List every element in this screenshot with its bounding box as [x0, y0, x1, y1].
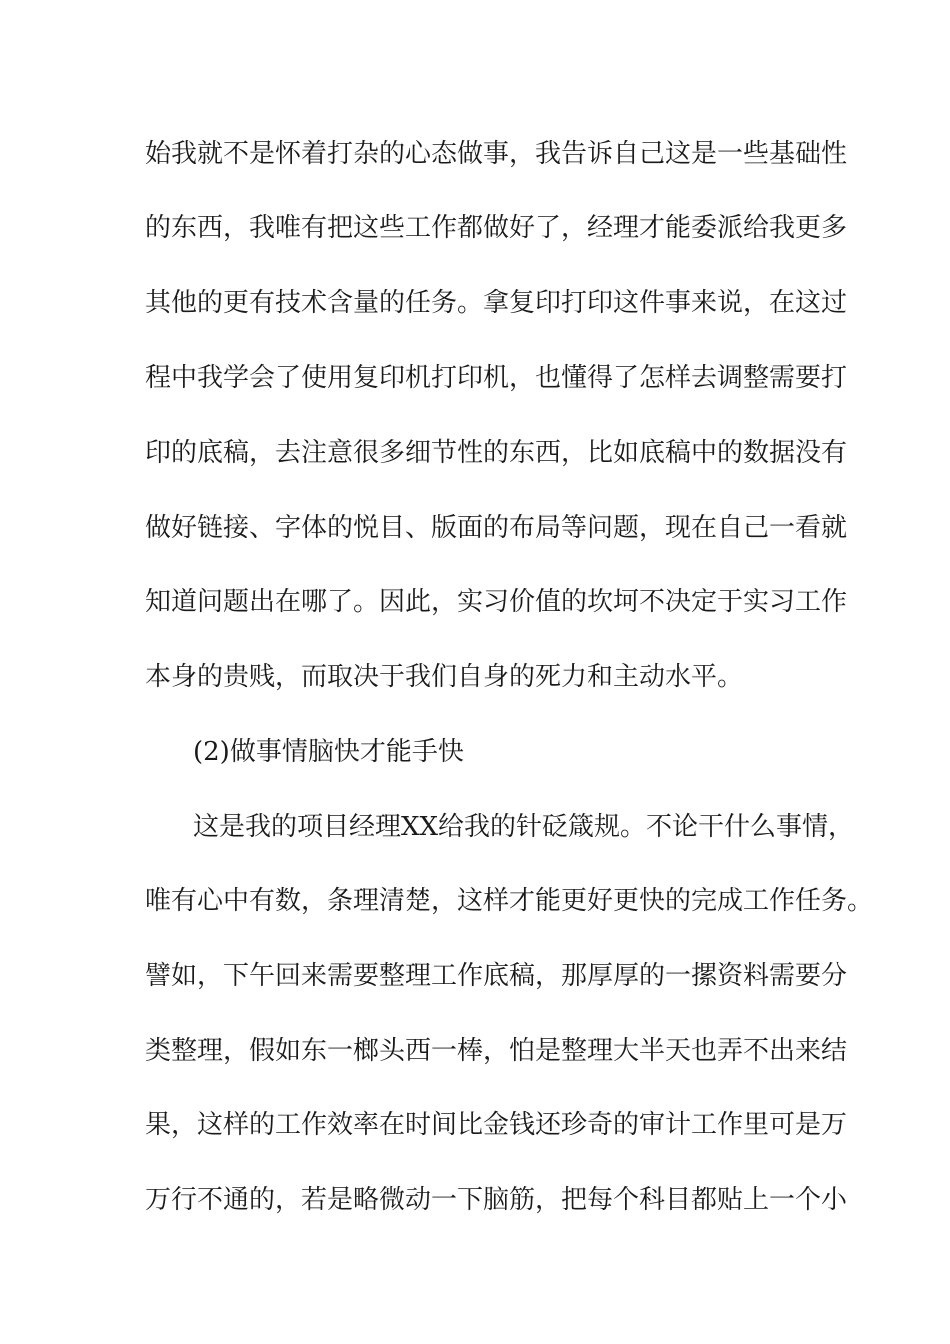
text-line: 果，这样的工作效率在时间比金钱还珍奇的审计工作里可是万: [145, 1110, 848, 1140]
section-heading: (2)做事情脑快才能手快: [193, 737, 464, 767]
text-line: 印的底稿，去注意很多细节性的东西，比如底稿中的数据没有: [145, 438, 848, 468]
text-line: 做好链接、字体的悦目、版面的布局等问题，现在自己一看就: [145, 513, 848, 543]
text-line: 譬如，下午回来需要整理工作底稿，那厚厚的一摞资料需要分: [145, 961, 848, 991]
text-line: 本身的贵贱，而取决于我们自身的死力和主动水平。: [145, 662, 744, 692]
text-line: 唯有心中有数，条理清楚，这样才能更好更快的完成工作任务。: [145, 886, 874, 916]
text-line: 知道问题出在哪了。因此，实习价值的坎坷不决定于实习工作: [145, 587, 848, 617]
text-line: 其他的更有技术含量的任务。拿复印打印这件事来说，在这过: [145, 288, 848, 318]
text-line: 的东西，我唯有把这些工作都做好了，经理才能委派给我更多: [145, 213, 848, 243]
text-line: 始我就不是怀着打杂的心态做事，我告诉自己这是一些基础性: [145, 139, 848, 169]
text-line: 万行不通的，若是略微动一下脑筋，把每个科目都贴上一个小: [145, 1185, 848, 1215]
text-line: 程中我学会了使用复印机打印机，也懂得了怎样去调整需要打: [145, 363, 848, 393]
paragraph-first-line: 这是我的项目经理XX给我的针砭箴规。不论干什么事情，: [193, 812, 855, 842]
text-line: 类整理，假如东一榔头西一棒，怕是整理大半天也弄不出来结: [145, 1036, 848, 1066]
